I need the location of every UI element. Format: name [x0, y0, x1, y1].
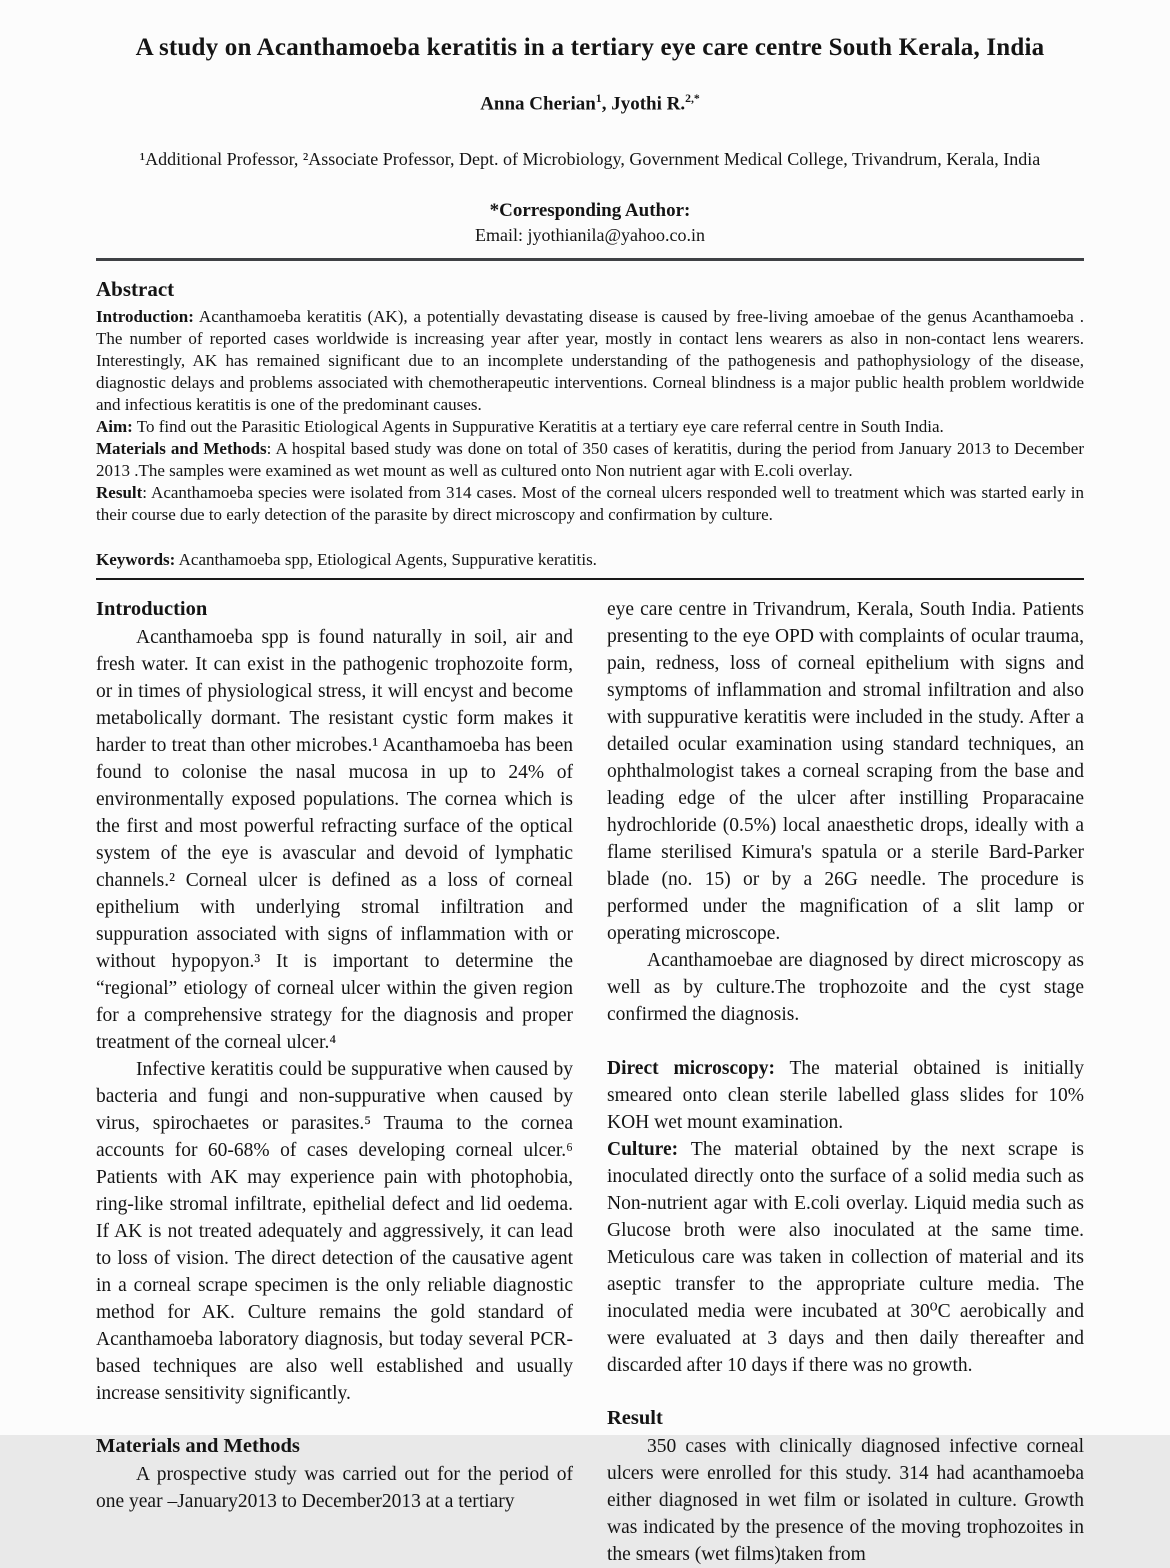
keywords-line: [96, 549, 1084, 571]
abstract-heading: Abstract: [96, 277, 175, 302]
abstract-introduction: [96, 306, 1084, 416]
abstract-introduction-label: Introduction:: [96, 307, 194, 327]
body-columns: [96, 596, 1084, 1568]
author-superscript: 1: [595, 92, 602, 105]
materials-methods-heading: Materials and Methods: [96, 1435, 300, 1458]
keywords-text: Acanthamoeba spp, Etiological Agents, Suppurative keratitis.: [175, 550, 597, 570]
abstract-materials-methods-text: : A hospital based study was done on total of 350 cases of keratitis, during the period from January 2013 to December 2013 .The samples were examined as wet mount as well as cultured onto Non nutrient agar with E.coli overlay.: [96, 439, 1084, 481]
corresponding-author-label: *Corresponding Author:: [489, 200, 691, 222]
direct-microscopy-paragraph: [607, 1055, 1084, 1136]
abstract-aim: [96, 416, 1084, 438]
result-paragraph-1: 350 cases with clinically diagnosed infective corneal ulcers were enrolled for this study. 314 had acanthamoeba either diagnosed in wet film or isolated in culture. Growth was indicated by the presence of the moving trophozoites in the smears (wet films)taken from: [607, 1436, 1084, 1566]
introduction-paragraph-2: Infective keratitis could be suppurative when caused by bacteria and fungi and non-suppurative when caused by virus, spirochaetes or parasites.⁵ Trauma to the cornea accounts for 60-68% of cases developing corneal ulcer.⁶ Patients with AK may experience pain with photophobia, ring-like stromal infiltrate, epithelial defect and lid oedema. If AK is not treated adequately and aggressively, it can lead to loss of vision. The direct detection of the causative agent in a corneal scrape specimen is the only reliable diagnostic method for AK. Culture remains the gold standard of Acanthamoeba laboratory diagnosis, but today several PCR-based techniques are also well established and usually increase sensitivity significantly.: [96, 1059, 573, 1405]
keywords-label: Keywords:: [96, 550, 176, 570]
result-heading: Result: [607, 1407, 663, 1430]
header-divider: [96, 258, 1084, 261]
abstract-materials-methods-label: Materials and Methods: [96, 439, 267, 459]
direct-microscopy-text: The material obtained is initially smeared onto clean sterile labelled glass slides for 10% KOH wet mount examination.: [607, 1058, 1084, 1134]
abstract-aim-label: Aim:: [96, 417, 133, 437]
corresponding-author-email: Email: jyothianila@yahoo.co.in: [474, 225, 706, 246]
abstract-section: [96, 277, 1084, 571]
left-column: [96, 596, 573, 1568]
culture-paragraph: [607, 1136, 1084, 1379]
introduction-heading: Introduction: [96, 598, 208, 621]
right-column: [607, 596, 1084, 1568]
introduction-paragraph-1: Acanthamoeba spp is found naturally in soil, air and fresh water. It can exist in the pathogenic trophozoite form, or in times of physiological stress, it will encyst and become metabolically dormant. The resistant cystic form makes it harder to treat than other microbes.¹ Acanthamoeba has been found to colonise the nasal mucosa in up to 24% of environmentally exposed populations. The cornea which is the first and most powerful refracting surface of the optical system of the eye is avascular and devoid of lymphatic channels.² Corneal ulcer is defined as a loss of corneal epithelium with underlying stromal infiltration and suppuration associated with signs of inflammation with or without hypopyon.³ It is important to determine the “regional” etiology of corneal ulcer within the given region for a comprehensive strategy for the diagnosis and proper treatment of the corneal ulcer.⁴: [96, 627, 573, 1054]
paper-title: A study on Acanthamoeba keratitis in a tertiary eye care centre South Kerala, India: [135, 34, 1045, 61]
abstract-materials-methods: [96, 438, 1084, 482]
materials-methods-paragraph-continuation: eye care centre in Trivandrum, Kerala, South India. Patients presenting to the eye OPD with complaints of ocular trauma, pain, redness, loss of corneal epithelium with signs and symptoms of inflammation and stromal infiltration and also with suppurative keratitis were included in the study. After a detailed ocular examination using standard techniques, an ophthalmologist takes a corneal scraping from the base and leading edge of the ulcer after instilling Proparacaine hydrochloride (0.5%) local anaesthetic drops, ideally with a flame sterilised Kimura's spatula or a sterile Bard-Parker blade (no. 15) or by a 26G needle. The procedure is performed under the magnification of a slit lamp or operating microscope.: [607, 599, 1084, 945]
direct-microscopy-label: Direct microscopy:: [607, 1058, 775, 1080]
abstract-result-text: : Acanthamoeba species were isolated from 314 cases. Most of the corneal ulcers responded well to treatment which was started early in their course due to early detection of the parasite by direct microscopy and confirmation by culture.: [96, 483, 1084, 525]
culture-label: Culture:: [607, 1139, 679, 1161]
authors-line: [96, 92, 1084, 115]
abstract-introduction-text: Acanthamoeba keratitis (AK), a potentially devastating disease is caused by free-living amoebae of the genus Acanthamoeba . The number of reported cases worldwide is increasing year after year, mostly in contact lens wearers as also in non-contact lens wearers. Interestingly, AK has remained significant due to an incomplete understanding of the pathogenesis and pathophysiology of the disease, diagnostic delays and problems associated with chemotherapeutic interventions. Corneal blindness is a major public health problem worldwide and infectious keratitis is one of the predominant causes.: [96, 307, 1084, 415]
materials-methods-paragraph-1: A prospective study was carried out for the period of one year –January2013 to December2013 at a tertiary: [96, 1464, 573, 1513]
abstract-aim-text: To find out the Parasitic Etiological Agents in Suppurative Keratitis at a tertiary eye care referral centre in South India.: [132, 417, 944, 437]
affiliation-line: ¹Additional Professor, ²Associate Professor, Dept. of Microbiology, Government Medical College, Trivandrum, Kerala, India: [139, 149, 1041, 170]
abstract-divider: [96, 578, 1084, 580]
materials-methods-paragraph-3: Acanthamoebae are diagnosed by direct microscopy as well as by culture.The trophozoite and the cyst stage confirmed the diagnosis.: [607, 950, 1084, 1026]
abstract-result: [96, 482, 1084, 526]
author-superscript: 2,*: [685, 92, 700, 105]
abstract-result-label: Result: [96, 483, 143, 503]
culture-text: The material obtained by the next scrape is inoculated directly onto the surface of a solid media such as Non-nutrient agar with E.coli overlay. Liquid media such as Glucose broth were also inoculated at the same time. Meticulous care was taken in collection of material and its aseptic transfer to the appropriate culture media. The inoculated media were incubated at 30⁰C aerobically and were evaluated at 3 days and then daily thereafter and discarded after 10 days if there was no growth.: [607, 1139, 1084, 1377]
author-name: Anna Cherian: [480, 93, 596, 115]
author-name: , Jyothi R.: [601, 93, 686, 115]
